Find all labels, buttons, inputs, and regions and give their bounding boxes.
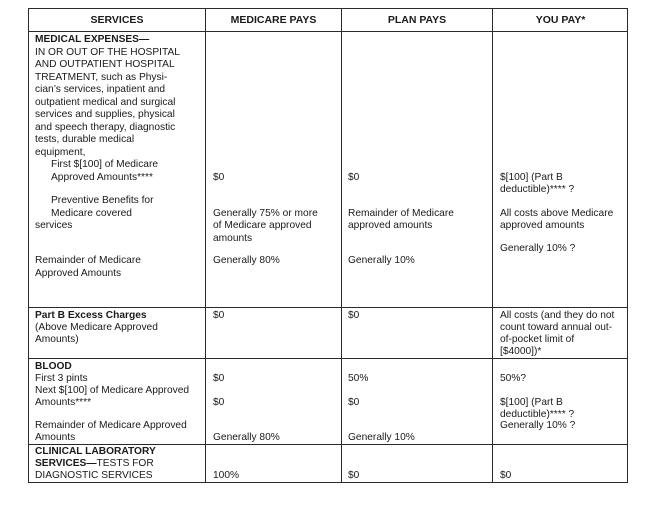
remainder-you-pay: Generally 10% ?	[500, 243, 576, 254]
column-divider	[492, 9, 493, 482]
header-services: SERVICES	[90, 14, 144, 27]
column-divider	[341, 9, 342, 482]
header-plan-pays: PLAN PAYS	[387, 14, 447, 27]
clinical-description: DIAGNOSTIC SERVICES	[35, 470, 153, 481]
column-divider	[205, 9, 206, 482]
part-b-you-pay: [$4000])*	[500, 346, 542, 357]
part-b-you-pay: of-pocket limit of	[500, 334, 575, 345]
blood-remainder-you-pay: Generally 10% ?	[500, 420, 576, 431]
blood-next-you-pay: deductible)**** ?	[500, 408, 575, 420]
blood-first-you-pay: 50%?	[500, 373, 527, 384]
first-100-medicare-pays: $0	[213, 171, 225, 183]
medical-description-line: cian’s services, inpatient and	[35, 84, 166, 95]
first-100-you-pay: deductible)**** ?	[500, 184, 575, 195]
clinical-title-rest: TESTS FOR	[96, 458, 154, 469]
preventive-medicare-pays: of Medicare approved	[213, 220, 312, 231]
part-b-title: Part B Excess Charges	[35, 310, 147, 321]
blood-first-medicare-pays: $0	[213, 373, 225, 384]
first-100-you-pay: $[100] (Part B	[500, 171, 563, 183]
blood-next-service: Amounts****	[35, 397, 92, 408]
header-medicare-pays: MEDICARE PAYS	[230, 14, 317, 27]
blood-remainder-plan-pays: Generally 10%	[348, 432, 415, 443]
blood-next-you-pay: $[100] (Part B	[500, 397, 563, 408]
preventive-you-pay: All costs above Medicare	[500, 207, 614, 219]
preventive-medicare-pays: Generally 75% or more	[213, 207, 318, 219]
clinical-you-pay: $0	[500, 470, 512, 481]
row-divider	[29, 444, 627, 445]
preventive-service: Preventive Benefits for	[51, 195, 154, 206]
blood-remainder-service: Remainder of Medicare Approved	[35, 420, 187, 431]
part-b-service: Amounts)	[35, 334, 79, 345]
medical-description-line: AND OUTPATIENT HOSPITAL	[35, 59, 175, 70]
remainder-medicare-pays: Generally 80%	[213, 255, 280, 266]
clinical-medicare-pays: 100%	[213, 470, 240, 481]
blood-title: BLOOD	[35, 361, 72, 372]
preventive-plan-pays: approved amounts	[348, 220, 433, 231]
medical-expenses-title: MEDICAL EXPENSES—	[35, 34, 150, 45]
row-divider	[29, 307, 627, 308]
preventive-medicare-pays: amounts	[213, 232, 253, 244]
clinical-title: CLINICAL LABORATORY	[35, 446, 156, 457]
clinical-plan-pays: $0	[348, 470, 360, 481]
part-b-you-pay: count toward annual out-	[500, 322, 613, 333]
blood-first-plan-pays: 50%	[348, 373, 369, 384]
remainder-service: Remainder of Medicare	[35, 255, 141, 266]
part-b-plan-pays: $0	[348, 310, 360, 321]
preventive-you-pay: approved amounts	[500, 220, 585, 231]
blood-next-plan-pays: $0	[348, 397, 360, 408]
part-b-service: (Above Medicare Approved	[35, 322, 158, 333]
medical-description-line: TREATMENT, such as Physi-	[35, 71, 168, 83]
part-b-you-pay: All costs (and they do not	[500, 310, 615, 321]
preventive-service: Medicare covered	[51, 207, 132, 219]
clinical-title-line2	[35, 458, 154, 470]
medical-description-line: and speech therapy, diagnostic	[35, 121, 176, 133]
blood-next-service: Next $[100] of Medicare Approved	[35, 385, 190, 396]
first-100-service: First $[100] of Medicare	[51, 159, 159, 170]
clinical-title-bold: SERVICES—	[35, 458, 97, 469]
part-b-medicare-pays: $0	[213, 310, 225, 321]
medical-description-line: equipment,	[35, 146, 86, 158]
benefits-table	[28, 8, 628, 483]
medical-description-line: IN OR OUT OF THE HOSPITAL	[35, 46, 180, 58]
first-100-service: Approved Amounts****	[51, 171, 153, 183]
remainder-plan-pays: Generally 10%	[348, 255, 415, 266]
remainder-service: Approved Amounts	[35, 267, 122, 279]
blood-remainder-medicare-pays: Generally 80%	[213, 432, 280, 443]
preventive-plan-pays: Remainder of Medicare	[348, 207, 454, 219]
preventive-service: services	[35, 220, 73, 231]
medical-description-line: services and supplies, physical	[35, 109, 175, 120]
blood-next-medicare-pays: $0	[213, 397, 225, 408]
blood-first-service: First 3 pints	[35, 373, 88, 384]
header-you-pay: YOU PAY*	[535, 14, 586, 27]
medical-description-line: tests, durable medical	[35, 134, 135, 145]
medical-description-line: outpatient medical and surgical	[35, 96, 176, 108]
blood-remainder-service: Amounts	[35, 432, 76, 443]
first-100-plan-pays: $0	[348, 171, 360, 183]
